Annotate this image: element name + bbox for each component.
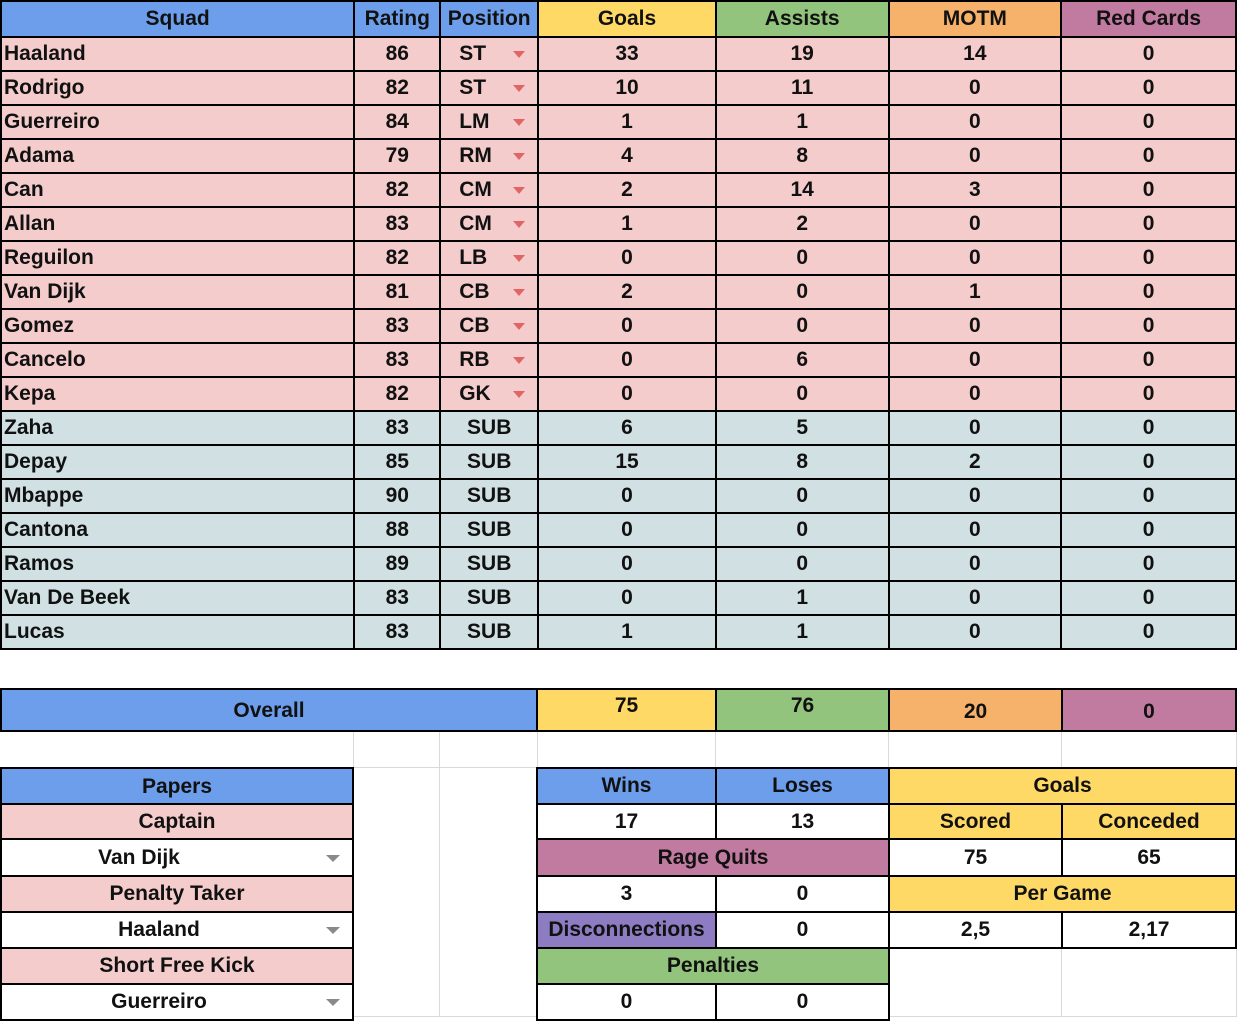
penalty-taker-label[interactable]: Penalty Taker bbox=[0, 875, 354, 913]
player-motm[interactable]: 0 bbox=[889, 581, 1062, 615]
player-motm[interactable]: 0 bbox=[889, 105, 1062, 139]
table-row bbox=[1, 479, 1236, 513]
player-goals[interactable]: 0 bbox=[538, 513, 716, 547]
player-red-cards[interactable]: 0 bbox=[1061, 207, 1236, 241]
position-dropdown[interactable] bbox=[443, 314, 535, 338]
player-name[interactable]: Cantona bbox=[1, 513, 354, 547]
player-rating[interactable]: 82 bbox=[354, 71, 440, 105]
position-dropdown[interactable] bbox=[443, 178, 535, 202]
empty-cell[interactable] bbox=[440, 768, 538, 1017]
table-row bbox=[1, 309, 1236, 343]
player-motm[interactable]: 1 bbox=[889, 275, 1062, 309]
player-red-cards[interactable]: 0 bbox=[1061, 343, 1236, 377]
player-motm[interactable]: 0 bbox=[889, 377, 1062, 411]
player-position[interactable] bbox=[440, 377, 538, 411]
table-row bbox=[1, 37, 1236, 71]
player-goals[interactable]: 4 bbox=[538, 139, 716, 173]
position-value: GK bbox=[459, 382, 491, 405]
penalty-taker-value: Haaland bbox=[118, 918, 200, 941]
per-game-label[interactable]: Per Game bbox=[888, 875, 1237, 913]
player-position[interactable] bbox=[440, 275, 538, 309]
short-free-kick-label[interactable]: Short Free Kick bbox=[0, 947, 354, 985]
player-motm[interactable]: 0 bbox=[889, 513, 1062, 547]
player-assists[interactable]: 11 bbox=[716, 71, 889, 105]
player-rating[interactable]: 90 bbox=[354, 479, 440, 513]
captain-value: Van Dijk bbox=[98, 845, 180, 869]
player-name[interactable]: Zaha bbox=[1, 411, 354, 445]
player-red-cards[interactable]: 0 bbox=[1061, 139, 1236, 173]
empty-cell[interactable] bbox=[538, 732, 716, 768]
chevron-down-icon[interactable] bbox=[326, 855, 340, 862]
player-position[interactable] bbox=[440, 139, 538, 173]
chevron-down-icon[interactable] bbox=[326, 927, 340, 934]
player-name[interactable]: Allan bbox=[1, 207, 354, 241]
player-name[interactable]: Haaland bbox=[1, 37, 354, 71]
player-red-cards[interactable]: 0 bbox=[1061, 513, 1236, 547]
dropdown-arrow-icon[interactable] bbox=[513, 357, 525, 364]
player-rating[interactable]: 85 bbox=[354, 445, 440, 479]
goals-summary-header[interactable]: Goals bbox=[888, 767, 1237, 805]
overall-red-cards[interactable]: 0 bbox=[1061, 688, 1237, 732]
conceded-label[interactable]: Conceded bbox=[1061, 803, 1237, 840]
captain-dropdown[interactable] bbox=[0, 838, 354, 877]
player-goals[interactable]: 0 bbox=[538, 547, 716, 581]
header-assists[interactable]: Assists bbox=[716, 1, 889, 37]
player-assists[interactable]: 1 bbox=[716, 615, 889, 649]
disconnections-value[interactable]: 0 bbox=[715, 911, 890, 949]
player-assists[interactable]: 0 bbox=[716, 241, 889, 275]
position-dropdown[interactable] bbox=[443, 280, 535, 304]
table-row bbox=[1, 105, 1236, 139]
header-goals[interactable]: Goals bbox=[538, 1, 716, 37]
loses-label[interactable]: Loses bbox=[715, 767, 890, 805]
per-game-scored-value[interactable]: 2,5 bbox=[888, 911, 1063, 949]
position-value: ST bbox=[459, 42, 487, 65]
player-assists[interactable]: 0 bbox=[716, 309, 889, 343]
empty-cell[interactable] bbox=[716, 732, 889, 768]
empty-cell[interactable] bbox=[1062, 949, 1237, 1017]
position-value: LB bbox=[459, 246, 488, 269]
position-dropdown[interactable] bbox=[443, 76, 535, 100]
player-motm[interactable]: 3 bbox=[889, 173, 1062, 207]
rage-quits-value-a[interactable]: 3 bbox=[536, 875, 717, 913]
dropdown-arrow-icon[interactable] bbox=[513, 119, 525, 126]
player-red-cards[interactable]: 0 bbox=[1061, 479, 1236, 513]
player-position[interactable]: SUB bbox=[440, 411, 538, 445]
table-row bbox=[1, 241, 1236, 275]
player-name[interactable]: Mbappe bbox=[1, 479, 354, 513]
table-row bbox=[1, 377, 1236, 411]
player-motm[interactable]: 0 bbox=[889, 309, 1062, 343]
overall-assists[interactable]: 76 bbox=[715, 688, 890, 732]
player-assists[interactable]: 0 bbox=[716, 547, 889, 581]
dropdown-arrow-icon[interactable] bbox=[513, 255, 525, 262]
player-goals[interactable]: 1 bbox=[538, 615, 716, 649]
player-red-cards[interactable]: 0 bbox=[1061, 581, 1236, 615]
table-row bbox=[1, 173, 1236, 207]
player-red-cards[interactable]: 0 bbox=[1061, 547, 1236, 581]
player-rating[interactable]: 83 bbox=[354, 207, 440, 241]
player-name[interactable]: Kepa bbox=[1, 377, 354, 411]
scored-label[interactable]: Scored bbox=[888, 803, 1063, 840]
position-dropdown[interactable] bbox=[443, 348, 535, 372]
player-goals[interactable]: 6 bbox=[538, 411, 716, 445]
player-rating[interactable]: 82 bbox=[354, 173, 440, 207]
player-assists[interactable]: 0 bbox=[716, 479, 889, 513]
dropdown-arrow-icon[interactable] bbox=[513, 289, 525, 296]
player-position[interactable]: SUB bbox=[440, 547, 538, 581]
position-value: LM bbox=[459, 110, 490, 133]
rage-quits-label[interactable]: Rage Quits bbox=[536, 838, 890, 877]
empty-cell[interactable] bbox=[440, 732, 538, 768]
player-name[interactable]: Guerreiro bbox=[1, 105, 354, 139]
position-value: CB bbox=[459, 280, 490, 303]
header-rating[interactable]: Rating bbox=[354, 1, 440, 37]
player-name[interactable]: Rodrigo bbox=[1, 71, 354, 105]
position-dropdown[interactable] bbox=[443, 212, 535, 236]
player-goals[interactable]: 1 bbox=[538, 207, 716, 241]
player-goals[interactable]: 0 bbox=[538, 377, 716, 411]
per-game-conceded-value[interactable]: 2,17 bbox=[1061, 911, 1237, 949]
player-assists[interactable]: 14 bbox=[716, 173, 889, 207]
player-goals[interactable]: 2 bbox=[538, 173, 716, 207]
position-value: CM bbox=[459, 212, 492, 235]
player-motm[interactable]: 0 bbox=[889, 71, 1062, 105]
player-assists[interactable]: 0 bbox=[716, 377, 889, 411]
player-rating[interactable]: 89 bbox=[354, 547, 440, 581]
player-motm[interactable]: 0 bbox=[889, 207, 1062, 241]
player-red-cards[interactable]: 0 bbox=[1061, 105, 1236, 139]
player-name[interactable]: Van Dijk bbox=[1, 275, 354, 309]
player-red-cards[interactable]: 0 bbox=[1061, 615, 1236, 649]
player-goals[interactable]: 0 bbox=[538, 343, 716, 377]
player-motm[interactable]: 0 bbox=[889, 411, 1062, 445]
player-rating[interactable]: 83 bbox=[354, 581, 440, 615]
player-assists[interactable]: 2 bbox=[716, 207, 889, 241]
table-row bbox=[1, 411, 1236, 445]
position-dropdown[interactable] bbox=[443, 382, 535, 406]
player-name[interactable]: Reguilon bbox=[1, 241, 354, 275]
empty-cell[interactable] bbox=[354, 768, 440, 1017]
player-motm[interactable]: 0 bbox=[889, 343, 1062, 377]
disconnections-label[interactable]: Disconnections bbox=[536, 911, 717, 949]
player-position[interactable] bbox=[440, 173, 538, 207]
dropdown-arrow-icon[interactable] bbox=[513, 51, 525, 58]
player-rating[interactable]: 83 bbox=[354, 309, 440, 343]
header-motm[interactable]: MOTM bbox=[889, 1, 1062, 37]
player-motm[interactable]: 0 bbox=[889, 479, 1062, 513]
overall-goals[interactable]: 75 bbox=[536, 688, 717, 732]
player-position[interactable]: SUB bbox=[440, 615, 538, 649]
table-row bbox=[1, 207, 1236, 241]
dropdown-arrow-icon[interactable] bbox=[513, 85, 525, 92]
player-name[interactable]: Adama bbox=[1, 139, 354, 173]
player-rating[interactable]: 83 bbox=[354, 615, 440, 649]
short-free-kick-value: Guerreiro bbox=[111, 990, 207, 1013]
loses-value[interactable]: 13 bbox=[715, 803, 890, 840]
position-dropdown[interactable] bbox=[443, 42, 535, 66]
position-value: ST bbox=[459, 76, 487, 99]
player-red-cards[interactable]: 0 bbox=[1061, 377, 1236, 411]
player-position[interactable] bbox=[440, 309, 538, 343]
table-row bbox=[1, 547, 1236, 581]
player-red-cards[interactable]: 0 bbox=[1061, 37, 1236, 71]
player-assists[interactable]: 6 bbox=[716, 343, 889, 377]
player-rating[interactable]: 83 bbox=[354, 411, 440, 445]
player-motm[interactable]: 0 bbox=[889, 547, 1062, 581]
chevron-down-icon[interactable] bbox=[326, 999, 340, 1006]
scored-value[interactable]: 75 bbox=[888, 838, 1063, 877]
player-name[interactable]: Can bbox=[1, 173, 354, 207]
player-red-cards[interactable]: 0 bbox=[1061, 71, 1236, 105]
table-row bbox=[1, 343, 1236, 377]
player-position[interactable] bbox=[440, 71, 538, 105]
dropdown-arrow-icon[interactable] bbox=[513, 323, 525, 330]
player-red-cards[interactable]: 0 bbox=[1061, 275, 1236, 309]
player-rating[interactable]: 83 bbox=[354, 343, 440, 377]
table-row bbox=[1, 445, 1236, 479]
player-rating[interactable]: 81 bbox=[354, 275, 440, 309]
player-goals[interactable]: 33 bbox=[538, 37, 716, 71]
header-position[interactable]: Position bbox=[440, 1, 538, 37]
rage-quits-value-b[interactable]: 0 bbox=[715, 875, 890, 913]
player-name[interactable]: Van De Beek bbox=[1, 581, 354, 615]
dropdown-arrow-icon[interactable] bbox=[513, 221, 525, 228]
header-squad[interactable]: Squad bbox=[1, 1, 354, 37]
player-name[interactable]: Gomez bbox=[1, 309, 354, 343]
empty-cell[interactable] bbox=[354, 732, 440, 768]
player-name[interactable]: Lucas bbox=[1, 615, 354, 649]
player-assists[interactable]: 8 bbox=[716, 445, 889, 479]
position-value: CM bbox=[459, 178, 492, 201]
player-position[interactable]: SUB bbox=[440, 581, 538, 615]
empty-cell[interactable] bbox=[890, 949, 1062, 1017]
player-assists[interactable]: 19 bbox=[716, 37, 889, 71]
player-rating[interactable]: 84 bbox=[354, 105, 440, 139]
empty-cell[interactable] bbox=[1062, 732, 1237, 768]
player-position[interactable] bbox=[440, 241, 538, 275]
player-rating[interactable]: 88 bbox=[354, 513, 440, 547]
papers-header[interactable]: Papers bbox=[0, 767, 354, 805]
player-assists[interactable]: 1 bbox=[716, 581, 889, 615]
player-motm[interactable]: 0 bbox=[889, 241, 1062, 275]
player-rating[interactable]: 82 bbox=[354, 241, 440, 275]
position-dropdown[interactable] bbox=[443, 246, 535, 270]
table-row bbox=[1, 581, 1236, 615]
player-assists[interactable]: 0 bbox=[716, 513, 889, 547]
penalties-value-a[interactable]: 0 bbox=[536, 983, 717, 1021]
table-row bbox=[1, 275, 1236, 309]
empty-cell[interactable] bbox=[889, 732, 1062, 768]
dropdown-arrow-icon[interactable] bbox=[513, 391, 525, 398]
position-value: CB bbox=[459, 314, 490, 337]
player-assists[interactable]: 1 bbox=[716, 105, 889, 139]
table-row bbox=[1, 513, 1236, 547]
captain-label[interactable]: Captain bbox=[0, 803, 354, 840]
header-red-cards[interactable]: Red Cards bbox=[1061, 1, 1236, 37]
player-goals[interactable]: 15 bbox=[538, 445, 716, 479]
player-rating[interactable]: 79 bbox=[354, 139, 440, 173]
header-row bbox=[1, 1, 1236, 37]
player-position[interactable] bbox=[440, 343, 538, 377]
position-dropdown[interactable] bbox=[443, 110, 535, 134]
player-goals[interactable]: 0 bbox=[538, 581, 716, 615]
empty-cell[interactable] bbox=[0, 732, 354, 768]
player-name[interactable]: Ramos bbox=[1, 547, 354, 581]
player-motm[interactable]: 0 bbox=[889, 139, 1062, 173]
table-row bbox=[1, 615, 1236, 649]
player-goals[interactable]: 0 bbox=[538, 241, 716, 275]
position-value: RB bbox=[459, 348, 490, 371]
player-position[interactable]: SUB bbox=[440, 479, 538, 513]
player-red-cards[interactable]: 0 bbox=[1061, 173, 1236, 207]
player-motm[interactable]: 0 bbox=[889, 615, 1062, 649]
wins-label[interactable]: Wins bbox=[536, 767, 717, 805]
player-position[interactable] bbox=[440, 37, 538, 71]
player-position[interactable] bbox=[440, 105, 538, 139]
player-assists[interactable]: 8 bbox=[716, 139, 889, 173]
player-name[interactable]: Cancelo bbox=[1, 343, 354, 377]
dropdown-arrow-icon[interactable] bbox=[513, 153, 525, 160]
overall-label[interactable]: Overall bbox=[0, 688, 538, 732]
conceded-value[interactable]: 65 bbox=[1061, 838, 1237, 877]
penalties-label[interactable]: Penalties bbox=[536, 947, 890, 985]
player-motm[interactable]: 2 bbox=[889, 445, 1062, 479]
player-goals[interactable]: 2 bbox=[538, 275, 716, 309]
player-rating[interactable]: 82 bbox=[354, 377, 440, 411]
short-free-kick-dropdown[interactable] bbox=[0, 983, 354, 1021]
player-red-cards[interactable]: 0 bbox=[1061, 241, 1236, 275]
player-red-cards[interactable]: 0 bbox=[1061, 445, 1236, 479]
player-motm[interactable]: 14 bbox=[889, 37, 1062, 71]
penalty-taker-dropdown[interactable] bbox=[0, 911, 354, 949]
table-row bbox=[1, 71, 1236, 105]
player-assists[interactable]: 5 bbox=[716, 411, 889, 445]
player-position[interactable]: SUB bbox=[440, 513, 538, 547]
player-goals[interactable]: 0 bbox=[538, 309, 716, 343]
player-red-cards[interactable]: 0 bbox=[1061, 309, 1236, 343]
player-goals[interactable]: 0 bbox=[538, 479, 716, 513]
player-red-cards[interactable]: 0 bbox=[1061, 411, 1236, 445]
player-rating[interactable]: 86 bbox=[354, 37, 440, 71]
player-assists[interactable]: 0 bbox=[716, 275, 889, 309]
position-value: RM bbox=[459, 144, 492, 167]
table-row bbox=[1, 139, 1236, 173]
player-goals[interactable]: 10 bbox=[538, 71, 716, 105]
player-position[interactable]: SUB bbox=[440, 445, 538, 479]
overall-motm[interactable]: 20 bbox=[888, 688, 1063, 732]
player-name[interactable]: Depay bbox=[1, 445, 354, 479]
player-goals[interactable]: 1 bbox=[538, 105, 716, 139]
position-dropdown[interactable] bbox=[443, 144, 535, 168]
penalties-value-b[interactable]: 0 bbox=[715, 983, 890, 1021]
dropdown-arrow-icon[interactable] bbox=[513, 187, 525, 194]
player-position[interactable] bbox=[440, 207, 538, 241]
wins-value[interactable]: 17 bbox=[536, 803, 717, 840]
